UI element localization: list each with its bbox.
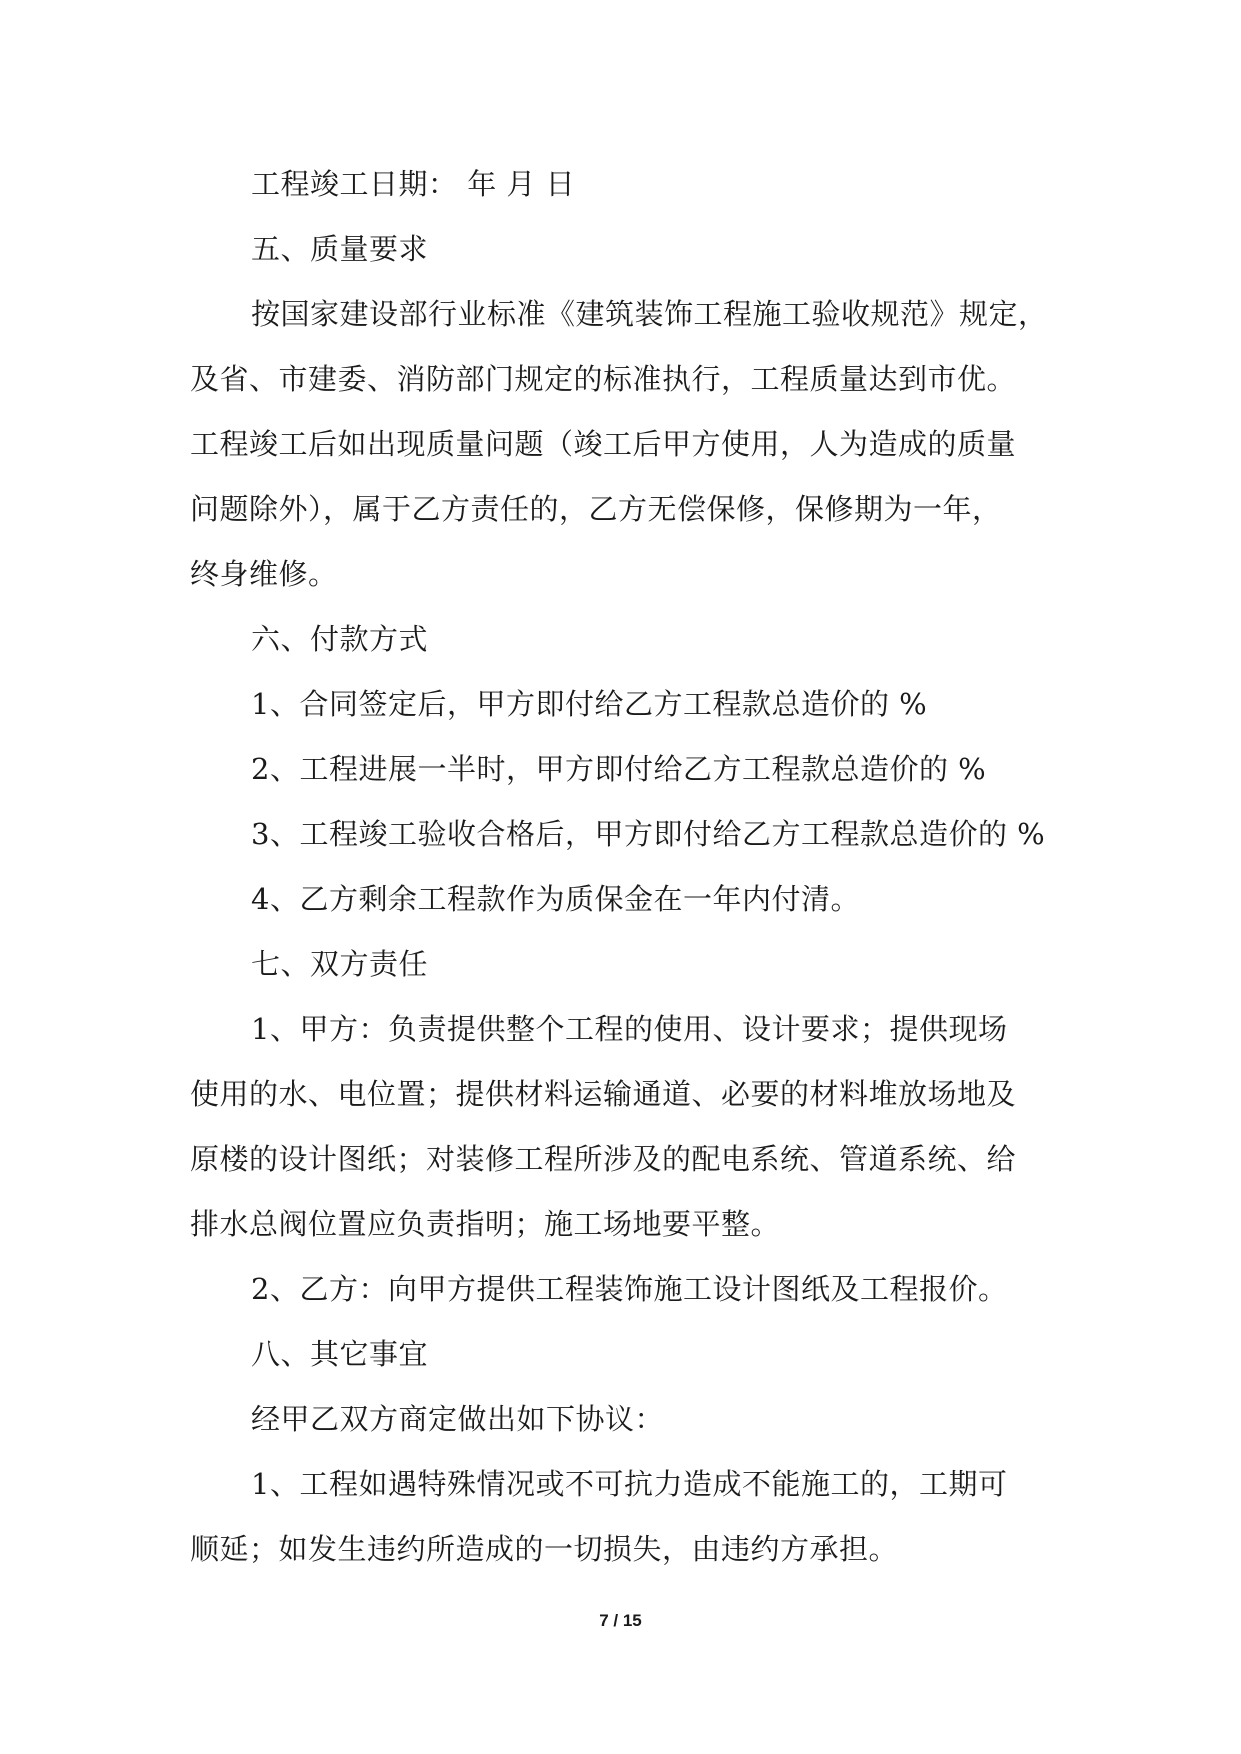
list-item: 4、乙方剩余工程款作为质保金在一年内付清。	[251, 882, 860, 916]
page-number: 7 / 15	[599, 1611, 642, 1630]
paragraph-line: 工程竣工后如出现质量问题（竣工后甲方使用，人为造成的质量	[190, 427, 1017, 461]
paragraph-line: 顺延；如发生违约所造成的一切损失，由违约方承担。	[190, 1532, 899, 1566]
list-item: 2、乙方：向甲方提供工程装饰施工设计图纸及工程报价。	[251, 1272, 1008, 1306]
paragraph-line: 终身维修。	[190, 557, 338, 591]
paragraph-line: 及省、市建委、消防部门规定的标准执行，工程质量达到市优。	[190, 362, 1017, 396]
list-item: 1、甲方：负责提供整个工程的使用、设计要求；提供现场	[251, 1012, 1008, 1046]
section-heading-other-matters: 八、其它事宜	[251, 1337, 429, 1371]
list-item: 1、合同签定后，甲方即付给乙方工程款总造价的 %	[251, 687, 928, 721]
paragraph-line: 原楼的设计图纸；对装修工程所涉及的配电系统、管道系统、给	[190, 1142, 1017, 1176]
section-heading-quality: 五、质量要求	[251, 232, 429, 266]
paragraph-line: 经甲乙双方商定做出如下协议：	[251, 1402, 665, 1436]
paragraph-line: 问题除外），属于乙方责任的，乙方无偿保修，保修期为一年，	[190, 492, 1002, 526]
paragraph-line: 排水总阀位置应负责指明；施工场地要平整。	[190, 1207, 781, 1241]
completion-date-line: 工程竣工日期： 年 月 日	[251, 167, 576, 201]
section-heading-responsibilities: 七、双方责任	[251, 947, 429, 981]
list-item: 3、工程竣工验收合格后，甲方即付给乙方工程款总造价的 %	[251, 817, 1046, 851]
paragraph-line: 按国家建设部行业标准《建筑装饰工程施工验收规范》规定，	[251, 297, 1048, 331]
document-body	[190, 152, 1070, 1582]
paragraph-line: 使用的水、电位置；提供材料运输通道、必要的材料堆放场地及	[190, 1077, 1017, 1111]
section-heading-payment: 六、付款方式	[251, 622, 429, 656]
list-item: 2、工程进展一半时，甲方即付给乙方工程款总造价的 %	[251, 752, 987, 786]
list-item: 1、工程如遇特殊情况或不可抗力造成不能施工的，工期可	[251, 1467, 1008, 1501]
